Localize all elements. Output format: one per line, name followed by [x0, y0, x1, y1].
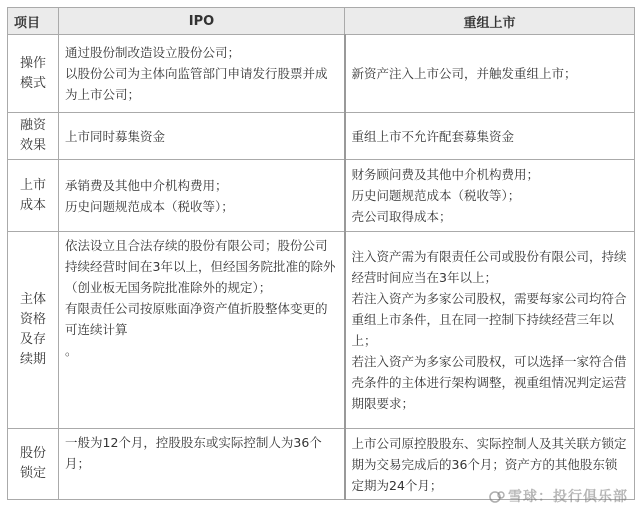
- cell-line: 财务顾问费及其他中介机构费用；: [351, 167, 540, 182]
- table-row: [8, 35, 635, 113]
- cell-line: 。: [65, 343, 78, 358]
- row-label: [8, 232, 59, 429]
- row-label-line: 模式: [19, 75, 46, 91]
- row-label-line: 股份: [19, 446, 46, 461]
- ipo-cell: [59, 160, 345, 232]
- cell-line: 依法设立且合法存续的股份有限公司；股份公司持续经营时间在3年以上，但经国务院批准的除外（创业板无国务院批准除外的规定）；: [65, 238, 336, 295]
- table-row: [8, 232, 635, 429]
- row-label-line: 上市: [19, 177, 46, 193]
- cell-line: 有限责任公司按原账面净资产值折股整体变更的可连续计算: [65, 301, 328, 337]
- cell-line: 承销费及其他中介机构费用；: [65, 177, 228, 193]
- cell-line: 注入资产需为有限责任公司或股份有限公司，持续经营时间应当在3年以上；: [351, 249, 627, 285]
- cell-line: 历史问题规范成本（税收等）；: [351, 188, 521, 203]
- restructure-cell: [345, 113, 635, 160]
- table-row: [8, 160, 635, 232]
- cell-line: 上市公司原控股股东、实际控制人及其关联方锁定期为交易完成后的36个月；资产方的其他股东锁定期为24个月；: [351, 435, 627, 493]
- ipo-cell: [59, 113, 345, 160]
- row-label: [8, 35, 59, 113]
- row-label-line: 续期: [19, 352, 46, 367]
- row-label-line: 融资: [19, 118, 46, 133]
- restructure-cell: [345, 35, 635, 113]
- cell-line: 若注入资产为多家公司股权，可以选择一家符合借壳条件的主体进行架构调整，视重组情况判定运营期限要求；: [351, 354, 627, 411]
- row-label-line: 及存: [19, 332, 46, 347]
- ipo-cell: [59, 429, 345, 500]
- ipo-cell: [59, 232, 345, 429]
- row-label-line: 成本: [19, 197, 46, 213]
- row-label-line: 主体: [19, 292, 46, 307]
- restructure-cell: [345, 232, 635, 429]
- cell-line: 上市同时募集资金: [65, 128, 166, 144]
- row-label-line: 操作: [19, 55, 46, 71]
- cell-line: 新资产注入上市公司，并触发重组上市；: [351, 66, 577, 81]
- header-row: [8, 8, 635, 35]
- restructure-cell: [345, 160, 635, 232]
- row-label: [8, 429, 59, 500]
- ipo-cell: [59, 35, 345, 113]
- cell-line: 重组上市不允许配套募集资金: [351, 128, 515, 144]
- row-label-line: 效果: [19, 138, 46, 153]
- row-label: [8, 160, 59, 232]
- cell-line: 一般为12个月，控股股东或实际控制人为36个月；: [65, 435, 322, 471]
- header-restructure: 重组上市: [345, 8, 635, 35]
- cell-line: 壳公司取得成本；: [351, 209, 452, 224]
- snowball-logo-icon: [489, 490, 505, 504]
- table-row: [8, 113, 635, 160]
- watermark: [489, 486, 628, 506]
- row-label-line: 锁定: [19, 466, 46, 481]
- cell-line: 以股份公司为主体向监管部门申请发行股票并成为上市公司；: [65, 66, 328, 102]
- cell-line: 若注入资产为多家公司股权，需要每家公司均符合重组上市条件，且在同一控制下持续经营三年以上；: [351, 291, 627, 348]
- header-item: 项目: [8, 8, 59, 35]
- row-label-line: 资格: [19, 312, 46, 327]
- cell-line: 通过股份制改造设立股份公司；: [65, 45, 241, 60]
- cell-line: 历史问题规范成本（税收等）；: [65, 198, 234, 214]
- watermark-text: 雪球：投行俱乐部: [508, 489, 628, 505]
- header-ipo: IPO: [59, 8, 345, 35]
- comparison-table: [7, 7, 635, 500]
- row-label: [8, 113, 59, 160]
